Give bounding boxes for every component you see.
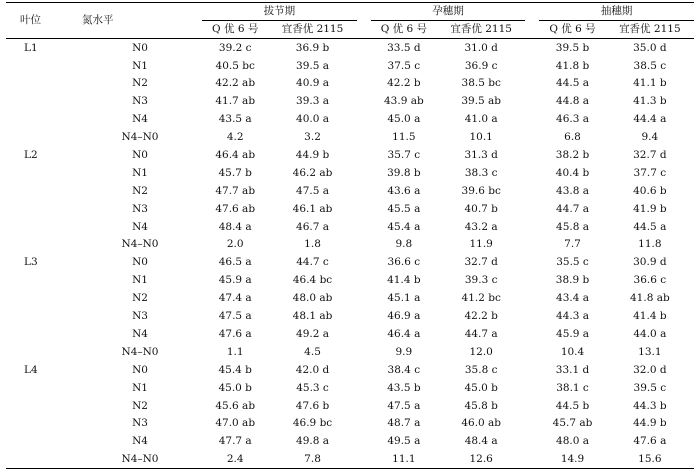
table-row (6, 325, 694, 343)
value-cell-q6-jointing: 39.2 c (218, 41, 252, 54)
nitrogen-level-cell: N4–N0 (121, 131, 159, 144)
value-cell-q6-heading: 44.5 a (556, 77, 589, 90)
value-cell-q6-heading: 44.7 a (556, 202, 589, 215)
value-cell-q6-booting: 41.4 b (387, 274, 421, 287)
column-gap (525, 164, 539, 182)
value-cell-q6-booting: 43.6 a (387, 184, 421, 197)
value-cell-q6-heading: 33.1 d (555, 363, 590, 376)
leaf-position-empty (6, 57, 78, 75)
table-row (6, 361, 694, 379)
value-cell-yx2115-heading: 41.9 b (633, 202, 667, 215)
value-cell-yx2115-booting: 41.0 a (464, 113, 498, 126)
nitrogen-level-cell: N2 (132, 292, 148, 305)
table-row (6, 218, 694, 236)
column-gap (357, 289, 371, 307)
nitrogen-level-cell: N2 (132, 184, 148, 197)
leaf-position-label: L4 (24, 363, 38, 376)
column-gap (525, 146, 539, 164)
nitrogen-level-cell: N4 (132, 327, 148, 340)
value-cell-yx2115-jointing: 46.9 bc (292, 417, 333, 430)
value-cell-q6-jointing: 47.6 ab (215, 202, 256, 215)
column-gap (525, 379, 539, 397)
table-row (6, 397, 694, 415)
value-cell-yx2115-jointing: 7.8 (304, 453, 321, 466)
nitrogen-level-cell: N0 (132, 363, 148, 376)
column-gap (357, 111, 371, 129)
nitrogen-level-cell: N4–N0 (121, 238, 159, 251)
value-cell-q6-jointing: 46.5 a (218, 256, 252, 269)
sub-header-q6-jointing: Q 优 6 号 (202, 21, 268, 39)
value-cell-yx2115-booting: 31.0 d (464, 41, 498, 54)
table-row (6, 343, 694, 361)
nitrogen-level-cell: N3 (132, 95, 148, 108)
value-cell-q6-heading: 43.8 a (556, 184, 589, 197)
value-cell-q6-jointing: 45.9 a (218, 274, 252, 287)
sub-header-yx2115-jointing: 宜香优 2115 (268, 21, 356, 39)
leaf-position-empty (6, 289, 78, 307)
value-cell-q6-booting: 45.5 a (387, 202, 421, 215)
value-cell-yx2115-booting: 40.7 b (464, 202, 498, 215)
value-cell-yx2115-heading: 37.7 c (633, 166, 667, 179)
leaf-position-empty (6, 307, 78, 325)
table-row (6, 93, 694, 111)
value-cell-yx2115-jointing: 46.1 ab (292, 202, 333, 215)
value-cell-yx2115-booting: 12.6 (469, 453, 493, 466)
nitrogen-level-cell: N4–N0 (121, 453, 159, 466)
value-cell-q6-jointing: 47.7 a (218, 435, 252, 448)
column-gap (357, 164, 371, 182)
table-row (6, 200, 694, 218)
value-cell-q6-heading: 10.4 (560, 345, 585, 358)
leaf-position-empty (6, 218, 78, 236)
value-cell-q6-heading: 43.4 a (556, 292, 589, 305)
table-row (6, 128, 694, 146)
sub-header-yx2115-heading: 宜香优 2115 (606, 21, 694, 39)
column-gap (525, 93, 539, 111)
value-cell-q6-booting: 36.6 c (387, 256, 421, 269)
column-gap (357, 146, 371, 164)
table-row (6, 379, 694, 397)
value-cell-q6-booting: 46.4 a (387, 327, 421, 340)
value-cell-yx2115-heading: 44.3 b (633, 399, 667, 412)
value-cell-q6-jointing: 40.5 bc (215, 59, 255, 72)
value-cell-q6-jointing: 47.5 a (218, 310, 252, 323)
column-gap (525, 450, 539, 468)
value-cell-yx2115-booting: 10.1 (469, 131, 493, 144)
value-cell-yx2115-jointing: 39.3 a (296, 95, 330, 108)
column-gap (357, 433, 371, 451)
value-cell-yx2115-jointing: 46.7 a (296, 220, 330, 233)
value-cell-yx2115-heading: 13.1 (638, 345, 662, 358)
column-gap (357, 415, 371, 433)
column-gap (357, 128, 371, 146)
value-cell-yx2115-jointing: 45.3 c (296, 381, 329, 394)
column-gap (357, 397, 371, 415)
table-body (6, 39, 694, 469)
column-gap (357, 236, 371, 254)
value-cell-yx2115-booting: 11.9 (469, 238, 493, 251)
value-cell-yx2115-jointing: 47.5 a (296, 184, 330, 197)
value-cell-q6-jointing: 47.0 ab (215, 417, 256, 430)
value-cell-yx2115-heading: 44.4 a (633, 113, 667, 126)
value-cell-q6-heading: 38.2 b (555, 149, 590, 162)
value-cell-yx2115-booting: 45.0 b (464, 381, 498, 394)
column-gap (357, 450, 371, 468)
value-cell-q6-heading: 44.8 a (556, 95, 589, 108)
table-row (6, 146, 694, 164)
table-row (6, 57, 694, 75)
value-cell-q6-booting: 43.5 b (387, 381, 421, 394)
column-gap (357, 325, 371, 343)
column-gap (525, 289, 539, 307)
column-gap (357, 379, 371, 397)
value-cell-q6-jointing: 45.0 b (218, 381, 252, 394)
column-gap (525, 75, 539, 93)
value-cell-q6-heading: 6.8 (564, 131, 581, 144)
leaf-position-label: L1 (24, 41, 38, 54)
value-cell-yx2115-booting: 35.8 c (464, 363, 498, 376)
value-cell-yx2115-jointing: 39.5 a (296, 59, 330, 72)
value-cell-q6-jointing: 43.5 a (218, 113, 252, 126)
value-cell-q6-booting: 46.9 a (387, 310, 421, 323)
sub-header-yx2115-booting: 宜香优 2115 (437, 21, 525, 39)
value-cell-q6-booting: 43.9 ab (384, 95, 424, 108)
value-cell-q6-booting: 45.0 a (387, 113, 421, 126)
value-cell-yx2115-booting: 39.5 ab (461, 95, 502, 108)
value-cell-q6-booting: 11.5 (392, 131, 416, 144)
nitrogen-level-cell: N1 (132, 381, 148, 394)
value-cell-yx2115-booting: 48.4 a (464, 435, 498, 448)
value-cell-yx2115-jointing: 40.9 a (296, 77, 330, 90)
column-gap (525, 307, 539, 325)
col-header-nitrogen: 氮水平 (78, 3, 202, 39)
sub-header-q6-booting: Q 优 6 号 (371, 21, 437, 39)
value-cell-yx2115-jointing: 44.7 c (296, 256, 329, 269)
column-gap (357, 343, 371, 361)
value-cell-yx2115-booting: 31.3 d (464, 149, 498, 162)
value-cell-yx2115-booting: 43.2 a (464, 220, 498, 233)
leaf-position-empty (6, 93, 78, 111)
value-cell-q6-heading: 39.5 b (555, 41, 590, 54)
leaf-position-empty (6, 182, 78, 200)
value-cell-q6-heading: 35.5 c (556, 256, 589, 269)
value-cell-yx2115-jointing: 36.9 b (295, 41, 330, 54)
column-gap (525, 343, 539, 361)
value-cell-yx2115-jointing: 42.0 d (295, 363, 330, 376)
column-gap (357, 57, 371, 75)
value-cell-yx2115-jointing: 49.2 a (296, 327, 330, 340)
value-cell-yx2115-heading: 47.6 a (633, 435, 667, 448)
value-cell-q6-heading: 48.0 a (556, 435, 589, 448)
table-row (6, 415, 694, 433)
column-gap (525, 182, 539, 200)
value-cell-yx2115-booting: 39.6 bc (461, 184, 501, 197)
value-cell-yx2115-booting: 46.0 ab (461, 417, 502, 430)
nitrogen-level-cell: N0 (132, 256, 148, 269)
value-cell-yx2115-jointing: 48.1 ab (292, 310, 333, 323)
nitrogen-level-cell: N1 (132, 59, 148, 72)
value-cell-yx2115-heading: 40.6 b (633, 184, 667, 197)
nitrogen-level-cell: N1 (132, 166, 148, 179)
value-cell-q6-heading: 44.3 a (556, 310, 589, 323)
value-cell-q6-heading: 45.9 a (556, 327, 589, 340)
value-cell-q6-jointing: 2.4 (226, 453, 244, 466)
value-cell-yx2115-jointing: 44.9 b (295, 149, 330, 162)
nitrogen-level-cell: N4 (132, 113, 148, 126)
value-cell-q6-booting: 42.2 b (387, 77, 421, 90)
value-cell-yx2115-heading: 41.1 b (633, 77, 667, 90)
column-gap (525, 236, 539, 254)
group-header-booting: 孕穗期 (371, 3, 526, 21)
column-gap (525, 415, 539, 433)
value-cell-q6-jointing: 45.7 b (218, 166, 252, 179)
leaf-position-empty (6, 272, 78, 290)
value-cell-yx2115-heading: 41.8 ab (630, 292, 670, 305)
value-cell-q6-jointing: 4.2 (226, 131, 244, 144)
value-cell-q6-booting: 45.1 a (387, 292, 421, 305)
value-cell-q6-jointing: 47.4 a (218, 292, 252, 305)
value-cell-yx2115-heading: 41.4 b (633, 310, 667, 323)
value-cell-yx2115-heading: 15.6 (638, 453, 662, 466)
value-cell-yx2115-heading: 30.9 d (633, 256, 667, 269)
table-row (6, 111, 694, 129)
value-cell-q6-jointing: 41.7 ab (215, 95, 256, 108)
column-gap (525, 39, 539, 57)
value-cell-q6-jointing: 2.0 (226, 238, 244, 251)
col-header-leaf: 叶位 (6, 3, 78, 39)
leaf-position-empty (6, 397, 78, 415)
value-cell-yx2115-jointing: 46.4 bc (292, 274, 333, 287)
value-cell-yx2115-jointing: 49.8 a (296, 435, 330, 448)
leaf-position-empty (6, 200, 78, 218)
value-cell-yx2115-jointing: 48.0 ab (292, 292, 333, 305)
nitrogen-level-cell: N2 (132, 399, 148, 412)
column-gap (357, 272, 371, 290)
value-cell-q6-jointing: 45.6 ab (215, 399, 256, 412)
leaf-position-empty (6, 75, 78, 93)
value-cell-yx2115-jointing: 46.2 ab (292, 166, 333, 179)
column-gap (357, 93, 371, 111)
column-gap (525, 433, 539, 451)
column-gap (357, 307, 371, 325)
value-cell-q6-jointing: 42.2 ab (215, 77, 256, 90)
table-row (6, 307, 694, 325)
value-cell-q6-booting: 45.4 a (387, 220, 421, 233)
value-cell-yx2115-heading: 38.5 c (633, 59, 667, 72)
value-cell-q6-heading: 14.9 (560, 453, 585, 466)
leaf-position-label: L3 (24, 256, 38, 269)
value-cell-q6-heading: 44.5 b (555, 399, 590, 412)
leaf-position-label: L2 (24, 149, 38, 162)
nitrogen-level-cell: N0 (132, 41, 148, 54)
table-row (6, 75, 694, 93)
column-gap (525, 361, 539, 379)
value-cell-q6-jointing: 45.4 b (218, 363, 252, 376)
nitrogen-level-cell: N2 (132, 77, 148, 90)
value-cell-yx2115-heading: 32.7 d (633, 149, 667, 162)
value-cell-yx2115-heading: 9.4 (641, 131, 659, 144)
value-cell-yx2115-booting: 41.2 bc (461, 292, 501, 305)
column-gap (357, 361, 371, 379)
column-gap (525, 218, 539, 236)
column-gap (525, 272, 539, 290)
nitrogen-level-cell: N1 (132, 274, 148, 287)
leaf-position-empty (6, 236, 78, 254)
value-cell-yx2115-heading: 11.8 (638, 238, 662, 251)
nitrogen-level-cell: N4 (132, 220, 148, 233)
value-cell-q6-booting: 49.5 a (387, 435, 421, 448)
value-cell-q6-heading: 38.9 b (555, 274, 590, 287)
value-cell-yx2115-heading: 32.0 d (633, 363, 667, 376)
leaf-position-empty (6, 111, 78, 129)
value-cell-yx2115-booting: 38.3 c (464, 166, 498, 179)
table-row (6, 39, 694, 57)
table-row (6, 236, 694, 254)
column-gap (357, 182, 371, 200)
value-cell-q6-booting: 33.5 d (387, 41, 421, 54)
nitrogen-level-cell: N4 (132, 435, 148, 448)
column-gap (357, 254, 371, 272)
table-row (6, 433, 694, 451)
value-cell-yx2115-booting: 44.7 a (464, 327, 498, 340)
value-cell-yx2115-heading: 39.5 c (633, 381, 667, 394)
value-cell-q6-booting: 35.7 c (387, 149, 421, 162)
value-cell-q6-booting: 39.8 b (387, 166, 421, 179)
column-gap (525, 397, 539, 415)
nitrogen-level-cell: N3 (132, 417, 148, 430)
value-cell-q6-jointing: 48.4 a (218, 220, 252, 233)
value-cell-q6-jointing: 47.6 a (218, 327, 252, 340)
leaf-position-empty (6, 343, 78, 361)
value-cell-q6-booting: 47.5 a (387, 399, 421, 412)
value-cell-q6-jointing: 47.7 ab (215, 184, 256, 197)
column-gap (357, 218, 371, 236)
value-cell-yx2115-booting: 36.9 c (464, 59, 498, 72)
value-cell-yx2115-heading: 44.9 b (633, 417, 667, 430)
leaf-position-empty (6, 164, 78, 182)
leaf-position-empty (6, 450, 78, 468)
table-row (6, 289, 694, 307)
value-cell-yx2115-booting: 12.0 (469, 345, 493, 358)
value-cell-yx2115-booting: 42.2 b (464, 310, 498, 323)
value-cell-yx2115-heading: 35.0 d (633, 41, 667, 54)
value-cell-yx2115-jointing: 4.5 (304, 345, 321, 358)
value-cell-yx2115-jointing: 3.2 (304, 131, 321, 144)
column-gap (525, 200, 539, 218)
leaf-position-empty (6, 379, 78, 397)
value-cell-yx2115-booting: 45.8 b (464, 399, 498, 412)
table-row (6, 182, 694, 200)
value-cell-q6-heading: 40.4 b (555, 166, 590, 179)
value-cell-q6-booting: 48.7 a (387, 417, 421, 430)
value-cell-yx2115-heading: 36.6 c (633, 274, 667, 287)
column-gap (525, 325, 539, 343)
value-cell-q6-heading: 38.1 c (556, 381, 589, 394)
leaf-position-empty (6, 128, 78, 146)
table-row (6, 272, 694, 290)
value-cell-q6-booting: 9.9 (395, 345, 413, 358)
nitrogen-level-cell: N3 (132, 310, 148, 323)
column-gap (357, 200, 371, 218)
value-cell-yx2115-booting: 39.3 c (464, 274, 498, 287)
leaf-position-empty (6, 415, 78, 433)
value-cell-yx2115-heading: 44.0 a (633, 327, 667, 340)
value-cell-yx2115-jointing: 1.8 (304, 238, 321, 251)
data-table (6, 2, 694, 469)
nitrogen-level-cell: N4–N0 (121, 345, 159, 358)
value-cell-yx2115-heading: 41.3 b (633, 95, 667, 108)
value-cell-q6-heading: 41.8 b (555, 59, 590, 72)
group-header-jointing: 拔节期 (202, 3, 357, 21)
leaf-position-empty (6, 433, 78, 451)
column-gap (525, 254, 539, 272)
value-cell-q6-booting: 9.8 (395, 238, 413, 251)
column-gap (525, 111, 539, 129)
value-cell-q6-booting: 37.5 c (387, 59, 421, 72)
value-cell-q6-heading: 45.7 ab (552, 417, 593, 430)
nitrogen-level-cell: N0 (132, 149, 148, 162)
group-header-heading: 抽穗期 (539, 3, 694, 21)
value-cell-q6-jointing: 1.1 (226, 345, 244, 358)
table-row (6, 254, 694, 272)
value-cell-q6-booting: 38.4 c (387, 363, 421, 376)
column-gap (357, 75, 371, 93)
value-cell-yx2115-jointing: 40.0 a (296, 113, 330, 126)
value-cell-q6-heading: 46.3 a (556, 113, 589, 126)
value-cell-yx2115-booting: 32.7 d (464, 256, 498, 269)
value-cell-yx2115-booting: 38.5 bc (461, 77, 501, 90)
value-cell-q6-booting: 11.1 (392, 453, 416, 466)
value-cell-q6-heading: 7.7 (564, 238, 581, 251)
column-gap (525, 128, 539, 146)
value-cell-yx2115-heading: 44.5 a (633, 220, 667, 233)
column-gap (357, 39, 371, 57)
nitrogen-level-cell: N3 (132, 202, 148, 215)
value-cell-yx2115-jointing: 47.6 b (295, 399, 330, 412)
table-row (6, 450, 694, 468)
leaf-position-empty (6, 325, 78, 343)
sub-header-q6-heading: Q 优 6 号 (539, 21, 605, 39)
value-cell-q6-jointing: 46.4 ab (215, 149, 256, 162)
column-gap (525, 57, 539, 75)
value-cell-q6-heading: 45.8 a (556, 220, 589, 233)
table-row (6, 164, 694, 182)
